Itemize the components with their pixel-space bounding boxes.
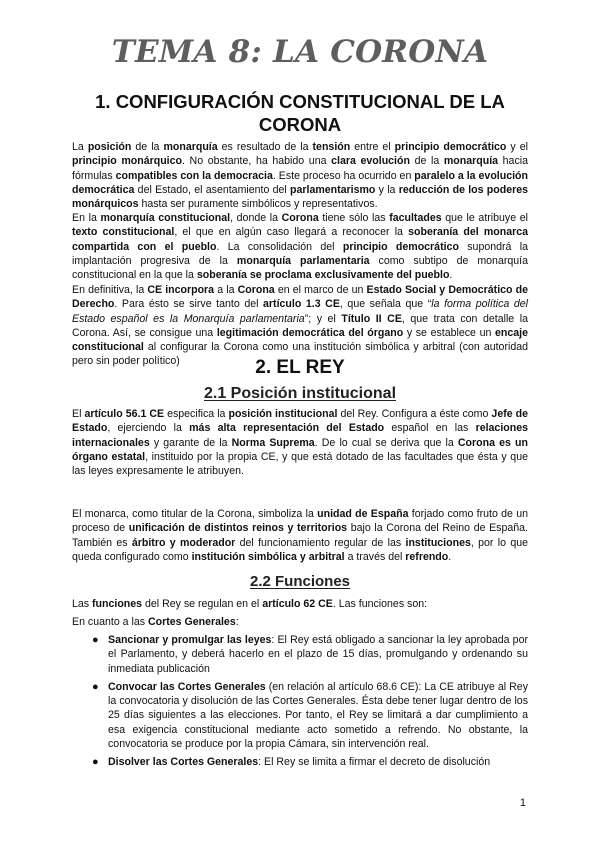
bold-text: parlamentarismo — [290, 183, 376, 196]
bold-text: principio democrático — [342, 240, 459, 253]
text-run: en el marco de un — [274, 284, 367, 296]
page-number: 1 — [519, 797, 526, 809]
text-run: supondrá la implantación progresiva de la — [72, 240, 528, 267]
bold-text: monarquía constitucional — [100, 212, 231, 224]
bold-text: soberanía del monarca compartida con el pueblo — [72, 226, 528, 253]
bold-text: principio monárquico — [72, 155, 182, 168]
bold-text: posición — [87, 141, 132, 153]
bold-text: Jefe de Estado — [72, 408, 529, 435]
bold-text: funciones — [92, 598, 143, 610]
bold-text: más alta representación del Estado — [189, 422, 385, 435]
text-run: : — [235, 616, 239, 628]
subsection-2-2-paragraph-1 — [72, 597, 528, 611]
bold-text: artículo 62 CE — [262, 598, 333, 610]
bold-text: Corona — [281, 212, 319, 224]
bold-text: posición institucional — [228, 408, 338, 420]
bold-text: monarquía — [163, 141, 218, 153]
bold-text: Título II CE — [341, 312, 402, 325]
bold-text: unificación de distintos reinos y territorios — [128, 522, 348, 535]
list-item — [72, 755, 528, 769]
text-run: bajo la Corona del Reino de España. También es — [72, 522, 528, 549]
text-run: En cuanto a las — [72, 616, 148, 628]
bold-text: encaje constitucional — [72, 326, 528, 354]
bold-text: Corona — [237, 284, 275, 296]
bold-text: Convocar las Cortes Generales — [108, 680, 266, 693]
bold-text: Corona es un órgano estatal — [72, 436, 528, 463]
text-run: , que señala que “ — [339, 298, 432, 311]
text-run: a la — [214, 284, 238, 296]
bold-text: Cortes Generales — [147, 616, 236, 628]
list-item-text — [108, 756, 490, 768]
text-run: , instituido por la propia CE, y que está dotado de las facultades que ésta y que las leyes expresamente le atribuyen. — [72, 450, 528, 478]
section-1-paragraph-2 — [72, 211, 528, 282]
text-run: ”; y el — [304, 312, 342, 325]
text-run: , que trata con detalle la Corona. Así, se consigue una — [72, 312, 528, 339]
text-run: entre el — [350, 141, 395, 153]
text-run: (en relación al artículo 68.6 CE): La CE atribuye al Rey la convocatoria y disolución de las Cortes Generales. Ésta debe tener lugar dentro de los 25 días siguientes a las elecciones. Por tanto, el Rey se limitará a dar cumplimiento a esa exigencia constitucional mediante acto sometido a refrendo. No obstante, la convocatoria se produce por la propia Cámara, sin intervención real. — [108, 680, 528, 751]
bold-text: monarquía parlamentaria — [236, 254, 370, 267]
text-run: de la — [409, 155, 444, 168]
section-2-heading: 2. EL REY — [255, 357, 345, 378]
text-run: : El Rey se limita a firmar el decreto de disolución — [258, 756, 491, 769]
bold-text: Sancionar y promulgar las leyes — [108, 634, 272, 646]
text-run: , por lo que queda configurado como — [72, 536, 528, 563]
bold-text: Norma Suprema — [231, 436, 315, 449]
text-run: . Este proceso ha ocurrido en — [272, 169, 415, 182]
bold-text: clara evolución — [331, 155, 410, 168]
text-run: El — [72, 408, 85, 420]
text-run: , ejerciendo la — [107, 422, 190, 435]
text-run: forjado como fruto de un proceso de — [72, 508, 529, 535]
section-1-heading-line-1: 1. CONFIGURACIÓN CONSTITUCIONAL DE LA — [95, 91, 505, 112]
text-run: . — [449, 269, 453, 282]
text-run: . No obstante, ha habido una — [181, 155, 332, 168]
text-run: Las — [72, 598, 93, 610]
bullet-icon: ● — [92, 756, 99, 769]
text-run: al configurar la Corona como una institución simbólica y arbitral (con autoridad pero sin poder político) — [72, 341, 528, 368]
section-1-heading — [60, 90, 540, 136]
text-run: del Rey. Configura a éste como — [337, 408, 492, 420]
text-run: La — [72, 141, 88, 153]
text-run: hasta ser puramente simbólicos y representativos. — [138, 198, 378, 211]
text-run: de la — [131, 141, 164, 153]
subsection-2-1-paragraph-1 — [72, 407, 528, 478]
list-item — [72, 633, 528, 676]
bold-text: facultades — [389, 212, 442, 224]
bold-text: relaciones internacionales — [72, 422, 528, 449]
text-run: , el que en algún caso llegará a reconocer la — [174, 226, 409, 239]
bold-text: Estado Social y Democrático de Derecho — [72, 284, 528, 311]
subsection-2-1-paragraph-2 — [72, 507, 528, 564]
text-run: del Rey se regulan en el — [142, 598, 263, 610]
bullet-icon: ● — [92, 680, 99, 693]
document-title: TEMA 8: LA CORONA — [111, 34, 489, 70]
text-run: . La consolidación del — [216, 240, 343, 253]
bold-text: monarquía — [443, 155, 499, 168]
text-run: , donde la — [230, 212, 282, 224]
bold-text: artículo 56.1 CE — [84, 408, 165, 420]
bold-text: principio democrático — [394, 141, 507, 153]
text-run: . Las funciones son: — [332, 598, 428, 610]
bold-text: instituciones — [405, 536, 471, 549]
text-run: del funcionamiento regular de las — [235, 536, 406, 549]
text-run: y la — [375, 183, 399, 196]
text-run: es resultado de la — [217, 141, 313, 153]
bold-text: texto constitucional — [72, 226, 175, 239]
text-run: tiene sólo las — [318, 212, 390, 224]
bold-text: CE incorpora — [147, 284, 215, 296]
bold-text: unidad de España — [317, 508, 409, 520]
list-item-text — [108, 681, 528, 750]
subsection-2-1-heading: 2.1 Posición institucional — [203, 385, 397, 402]
list-item — [72, 680, 528, 751]
text-run: El monarca, como titular de la Corona, simboliza la — [72, 508, 318, 520]
text-run: especifica la — [164, 408, 229, 420]
text-run: del Estado, el asentamiento del — [134, 183, 291, 196]
section-1-heading-line-2: CORONA — [258, 114, 342, 135]
text-run: . Para ésto se sirve tanto del — [114, 298, 264, 311]
text-run: como subtipo de monarquía constitucional en la que la — [72, 254, 528, 282]
bold-text: artículo 1.3 CE — [263, 298, 340, 311]
list-item-text — [108, 634, 528, 675]
bold-text: Disolver las Cortes Generales — [108, 756, 259, 769]
bold-text: paralelo a la evolución democrática — [72, 169, 528, 196]
functions-list — [72, 633, 528, 774]
text-run: : El Rey está obligado a sancionar la ley aprobada por el Parlamento, y deberá hacerlo en el plazo de 15 días, promulgando y ordenando su inmediata publicación — [108, 634, 528, 675]
italic-text: la forma política del Estado español es la Monarquía parlamentaria — [72, 298, 529, 325]
text-run: . De lo cual se deriva que la — [314, 436, 458, 449]
text-run: que le atribuye el — [441, 212, 528, 224]
text-run: y garante de la — [149, 436, 232, 449]
bold-text: árbitro y moderador — [131, 536, 236, 549]
text-run: . — [448, 550, 452, 563]
text-run: español en las — [384, 422, 476, 435]
text-run: En la — [72, 212, 101, 224]
subsection-2-2-heading: 2.2 Funciones — [249, 573, 351, 590]
bold-text: tensión — [312, 141, 351, 153]
bold-text: legitimación democrática del órgano — [216, 326, 404, 339]
bold-text: soberanía se proclama exclusivamente del pueblo — [196, 269, 450, 282]
section-1-paragraph-1 — [72, 140, 528, 211]
bullet-icon: ● — [92, 634, 99, 646]
bold-text: compatibles con la democracia — [115, 169, 273, 182]
bold-text: reducción de los poderes monárquicos — [72, 183, 528, 211]
bold-text: refrendo — [405, 550, 449, 563]
text-run: hacia fórmulas — [72, 155, 528, 182]
text-run: y se establece un — [403, 326, 496, 339]
text-run: En definitiva, la — [72, 284, 148, 296]
subsection-2-2-paragraph-2 — [72, 615, 528, 629]
bold-text: institución simbólica y arbitral — [191, 550, 345, 563]
text-run: y el — [506, 141, 528, 153]
text-run: a través del — [344, 550, 406, 563]
